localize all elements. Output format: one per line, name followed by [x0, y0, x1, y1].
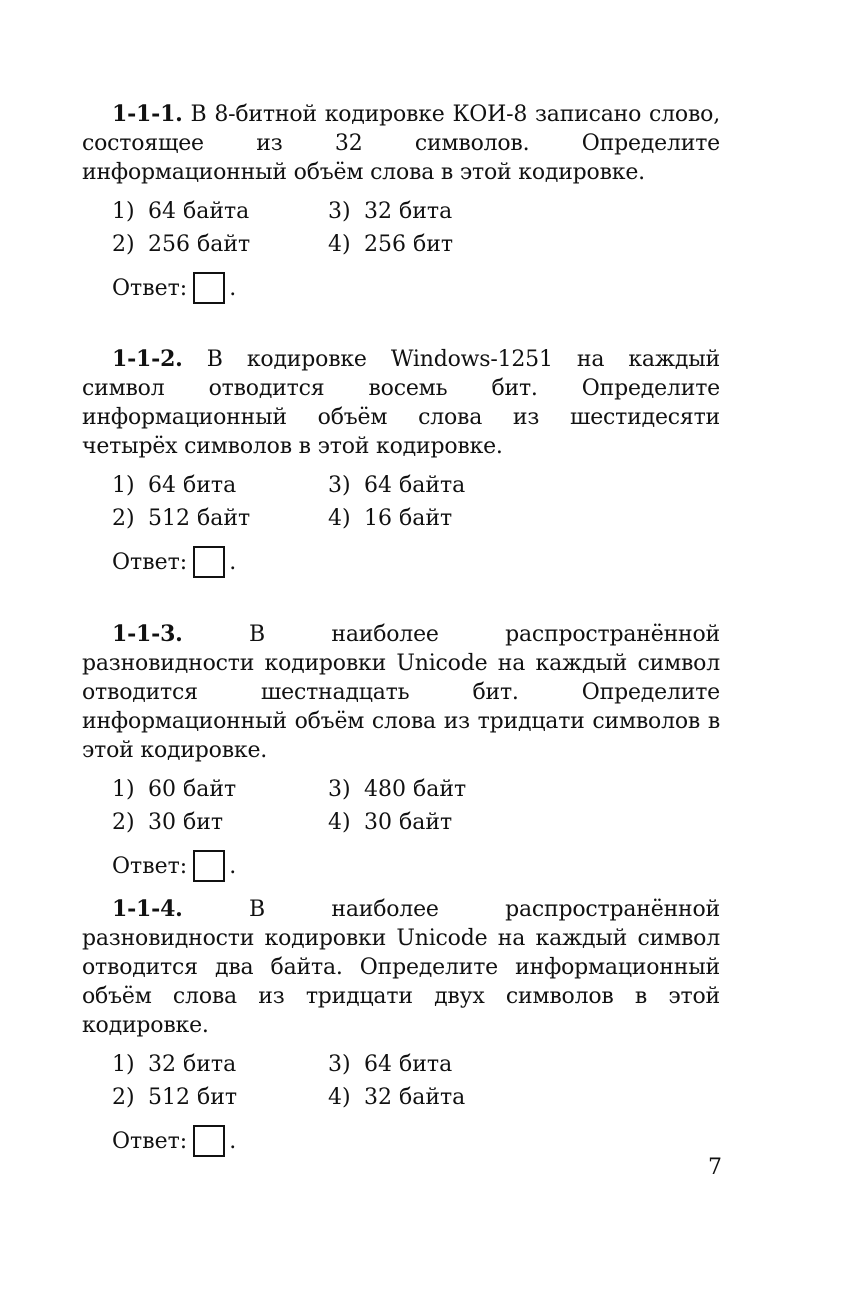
task-1-1-3	[82, 620, 720, 882]
answer-box[interactable]	[193, 1125, 225, 1157]
task-number: 1-1-3.	[112, 621, 183, 647]
answer-options	[112, 1050, 720, 1112]
option-number: 2)	[112, 810, 135, 835]
option-text: 60 байт	[148, 777, 237, 802]
option-4	[328, 230, 544, 259]
answer-label: Ответ:	[112, 275, 188, 301]
option-number: 2)	[112, 1085, 135, 1110]
answer-label: Ответ:	[112, 1128, 188, 1154]
option-2	[112, 808, 328, 837]
page-number: 7	[708, 1155, 722, 1180]
option-1	[112, 471, 328, 500]
option-text: 32 байта	[364, 1085, 466, 1110]
option-1	[112, 1050, 328, 1079]
option-number: 1)	[112, 1052, 135, 1077]
option-text: 32 бита	[148, 1052, 237, 1077]
answer-suffix: .	[229, 1128, 237, 1154]
answer-options	[112, 471, 720, 533]
option-number: 1)	[112, 199, 135, 224]
answer-row	[112, 546, 720, 578]
task-number: 1-1-2.	[112, 346, 183, 372]
answer-label: Ответ:	[112, 853, 188, 879]
option-1	[112, 775, 328, 804]
option-number: 1)	[112, 473, 135, 498]
task-number: 1-1-1.	[112, 101, 183, 127]
task-statement	[82, 100, 720, 187]
option-number: 4)	[328, 1085, 351, 1110]
task-number: 1-1-4.	[112, 896, 183, 922]
option-number: 1)	[112, 777, 135, 802]
option-3	[328, 197, 544, 226]
answer-row	[112, 850, 720, 882]
option-number: 4)	[328, 506, 351, 531]
option-text: 512 бит	[148, 1085, 238, 1110]
answer-box[interactable]	[193, 272, 225, 304]
task-body: В наиболее распространённой разновидности кодировки Unicode на каждый символ отводится шестнадцать бит. Определите информационный объём слова из тридцати символов в этой кодировке.	[82, 622, 720, 763]
option-4	[328, 1083, 544, 1112]
option-text: 256 бит	[364, 232, 454, 257]
option-3	[328, 775, 544, 804]
option-number: 3)	[328, 473, 351, 498]
answer-suffix: .	[229, 275, 237, 301]
option-4	[328, 504, 544, 533]
option-1	[112, 197, 328, 226]
option-3	[328, 471, 544, 500]
option-text: 64 байта	[148, 199, 250, 224]
task-1-1-1	[82, 100, 720, 304]
option-number: 4)	[328, 810, 351, 835]
answer-label: Ответ:	[112, 549, 188, 575]
option-number: 2)	[112, 232, 135, 257]
task-body: В наиболее распространённой разновидности кодировки Unicode на каждый символ отводится два байта. Определите информационный объём слова из тридцати двух символов в этой кодировке.	[82, 897, 720, 1038]
option-text: 16 байт	[364, 506, 453, 531]
option-number: 3)	[328, 1052, 351, 1077]
option-number: 3)	[328, 199, 351, 224]
answer-box[interactable]	[193, 546, 225, 578]
answer-row	[112, 1125, 720, 1157]
option-number: 4)	[328, 232, 351, 257]
answer-box[interactable]	[193, 850, 225, 882]
option-number: 3)	[328, 777, 351, 802]
option-text: 32 бита	[364, 199, 453, 224]
option-number: 2)	[112, 506, 135, 531]
answer-options	[112, 197, 720, 259]
option-text: 256 байт	[148, 232, 251, 257]
answer-suffix: .	[229, 549, 237, 575]
option-text: 30 бит	[148, 810, 224, 835]
option-text: 64 бита	[364, 1052, 453, 1077]
option-2	[112, 1083, 328, 1112]
answer-row	[112, 272, 720, 304]
answer-options	[112, 775, 720, 837]
answer-suffix: .	[229, 853, 237, 879]
task-statement	[82, 345, 720, 461]
task-1-1-2	[82, 345, 720, 578]
task-body: В 8-битной кодировке КОИ-8 записано слово, состоящее из 32 символов. Определите информационный объём слова в этой кодировке.	[82, 102, 721, 185]
option-3	[328, 1050, 544, 1079]
option-2	[112, 504, 328, 533]
option-2	[112, 230, 328, 259]
task-statement	[82, 620, 720, 765]
option-text: 480 байт	[364, 777, 467, 802]
option-4	[328, 808, 544, 837]
option-text: 64 байта	[364, 473, 466, 498]
task-statement	[82, 895, 720, 1040]
option-text: 64 бита	[148, 473, 237, 498]
option-text: 30 байт	[364, 810, 453, 835]
task-1-1-4	[82, 895, 720, 1157]
task-body: В кодировке Windows-1251 на каждый символ отводится восемь бит. Определите информационный объём слова из шестидесяти четырёх символов в этой кодировке.	[82, 347, 721, 459]
option-text: 512 байт	[148, 506, 251, 531]
